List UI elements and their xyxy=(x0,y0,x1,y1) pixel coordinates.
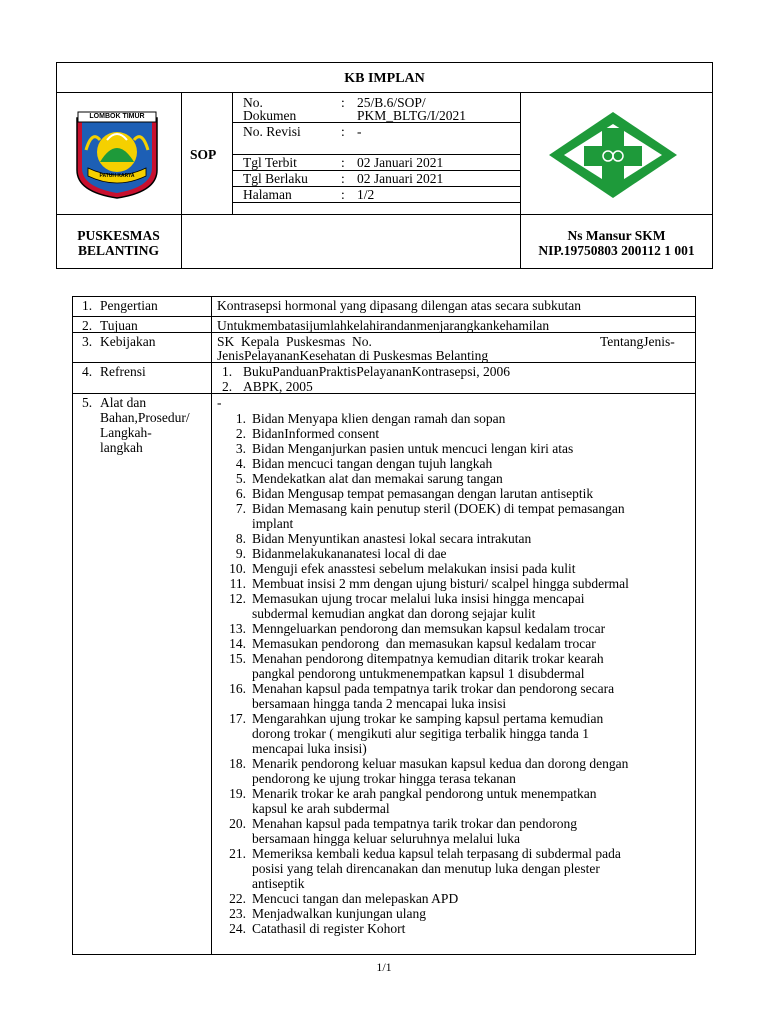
field-value-halaman: 1/2 xyxy=(357,187,375,202)
procedure-step xyxy=(212,816,712,846)
step-number: 5. xyxy=(235,471,246,486)
logo-top-text: LOMBOK TIMUR xyxy=(89,113,145,120)
procedure-step xyxy=(212,441,712,456)
signer-name: Ns Mansur SKM xyxy=(567,228,666,243)
field-value-no: 25/B.6/SOP/ xyxy=(357,95,426,110)
step-number: 2. xyxy=(235,426,246,441)
procedure-step xyxy=(212,921,712,936)
section-label-pengertian: Pengertian xyxy=(100,298,158,313)
field-label-revisi: No. Revisi xyxy=(243,124,301,139)
step-text: Mencuci tangan dan melepaskan APD xyxy=(252,891,459,906)
step-number: 13. xyxy=(229,621,246,636)
puskesmas-cross-icon xyxy=(546,110,680,200)
section-text-kebijakan-a: SK Kepala Puskesmas No. xyxy=(217,334,372,349)
step-number: 6. xyxy=(235,486,246,501)
procedure-step xyxy=(212,846,712,891)
reference-number: 1. xyxy=(222,364,233,379)
org-name-line2: BELANTING xyxy=(77,243,160,258)
step-text: pangkal pendorong untukmenempatkan kapsul 1 disubdermal xyxy=(252,666,585,681)
step-text: kapsul ke arah subdermal xyxy=(252,801,390,816)
step-number: 14. xyxy=(229,636,246,651)
step-text: Bidan mencuci tangan dengan tujuh langkah xyxy=(252,456,493,471)
reference-text: BukuPanduanPraktisPelayananKontrasepsi, 2006 xyxy=(243,364,510,379)
signer-nip: NIP.19750803 200112 1 001 xyxy=(538,243,695,258)
section-text-pengertian: Kontrasepsi hormonal yang dipasang dilengan atas secara subkutan xyxy=(217,298,582,313)
field-label-dokumen: Dokumen xyxy=(243,108,297,123)
step-number: 19. xyxy=(229,786,246,801)
procedure-step xyxy=(212,591,712,621)
field-sep: : xyxy=(341,155,345,170)
section-number: 3. xyxy=(82,334,93,349)
step-number: 18. xyxy=(229,756,246,771)
procedure-step xyxy=(212,546,712,561)
procedure-step xyxy=(212,501,712,531)
step-text: Bidan Menganjurkan pasien untuk mencuci lengan kiri atas xyxy=(252,441,574,456)
section-label-alat-2: Bahan,Prosedur/ xyxy=(100,410,190,425)
step-text: Memasukan ujung trocar melalui luka insisi hingga mencapai xyxy=(252,591,585,606)
section-label-refrensi: Refrensi xyxy=(100,364,146,379)
step-number: 4. xyxy=(235,456,246,471)
reference-number: 2. xyxy=(222,379,233,394)
step-text: implant xyxy=(252,516,294,531)
field-value-berlaku: 02 Januari 2021 xyxy=(357,171,444,186)
section-label-alat-1: Alat dan xyxy=(100,395,147,410)
field-label-halaman: Halaman xyxy=(243,187,292,202)
field-sep: : xyxy=(341,95,345,110)
step-text: Menahan kapsul pada tempatnya tarik trokar dan pendorong secara xyxy=(252,681,615,696)
step-text: Menahan pendorong ditempatnya kemudian ditarik trokar kearah xyxy=(252,651,604,666)
step-number: 3. xyxy=(235,441,246,456)
step-text: Bidanmelakukananatesi local di dae xyxy=(252,546,447,561)
step-number: 24. xyxy=(229,921,246,936)
procedure-step xyxy=(212,426,712,441)
field-sep: : xyxy=(341,171,345,186)
step-number: 20. xyxy=(229,816,246,831)
step-text: Menguji efek anasstesi sebelum melakukan insisi pada kulit xyxy=(252,561,576,576)
section-number: 2. xyxy=(82,318,93,333)
section-label-alat-3: Langkah- xyxy=(100,425,152,440)
sop-label: SOP xyxy=(190,147,217,162)
step-text: Bidan Menyapa klien dengan ramah dan sopan xyxy=(252,411,506,426)
step-number: 12. xyxy=(229,591,246,606)
step-number: 7. xyxy=(235,501,246,516)
section-dash: - xyxy=(217,395,222,410)
step-text: Mendekatkan alat dan memakai sarung tangan xyxy=(252,471,503,486)
section-number: 4. xyxy=(82,364,93,379)
procedure-step xyxy=(212,711,712,756)
reference-text: ABPK, 2005 xyxy=(243,379,313,394)
step-text: subdermal kemudian angkat dan dorong sejajar kulit xyxy=(252,606,536,621)
step-text: Membuat insisi 2 mm dengan ujung bisturi/ scalpel hingga subdermal xyxy=(252,576,629,591)
section-label-tujuan: Tujuan xyxy=(100,318,138,333)
step-text: Menjadwalkan kunjungan ulang xyxy=(252,906,426,921)
field-value-revisi: - xyxy=(357,124,362,139)
procedure-step xyxy=(212,456,712,471)
step-number: 1. xyxy=(235,411,246,426)
step-text: Memasukan pendorong dan memasukan kapsul kedalam trocar xyxy=(252,636,596,651)
step-number: 15. xyxy=(229,651,246,666)
step-text: Bidan Memasang kain penutup steril (DOEK) di tempat pemasangan xyxy=(252,501,625,516)
section-label-kebijakan: Kebijakan xyxy=(100,334,156,349)
procedure-step xyxy=(212,471,712,486)
step-number: 11. xyxy=(229,576,246,591)
step-number: 16. xyxy=(229,681,246,696)
field-label-berlaku: Tgl Berlaku xyxy=(243,171,308,186)
field-label-no: No. xyxy=(243,95,263,110)
step-number: 23. xyxy=(229,906,246,921)
step-text: dorong trokar ( mengikuti alur segitiga terbalik hingga tanda 1 xyxy=(252,726,590,741)
field-label-terbit: Tgl Terbit xyxy=(243,155,297,170)
step-number: 9. xyxy=(235,546,246,561)
step-text: Mengarahkan ujung trokar ke samping kapsul pertama kemudian xyxy=(252,711,604,726)
step-text: Menahan kapsul pada tempatnya tarik trokar dan pendorong xyxy=(252,816,578,831)
step-number: 17. xyxy=(229,711,246,726)
step-text: Bidan Menyuntikan anastesi lokal secara intrakutan xyxy=(252,531,532,546)
lombok-timur-logo xyxy=(74,110,160,200)
step-text: BidanInformed consent xyxy=(252,426,380,441)
step-text: antiseptik xyxy=(252,876,305,891)
procedure-step xyxy=(212,681,712,711)
step-text: mencapai luka insisi) xyxy=(252,741,367,756)
procedure-step xyxy=(212,531,712,546)
procedure-step xyxy=(212,621,712,636)
field-value-terbit: 02 Januari 2021 xyxy=(357,155,444,170)
procedure-step xyxy=(212,636,712,651)
logo-bottom-text: PATUH KARYA xyxy=(99,173,135,179)
page-number: 1/1 xyxy=(376,960,392,974)
org-name-line1: PUSKESMAS xyxy=(77,228,160,243)
field-sep: : xyxy=(341,124,345,139)
procedure-step xyxy=(212,906,712,921)
procedure-step xyxy=(212,576,712,591)
puskesmas-logo xyxy=(546,110,680,200)
section-text-kebijakan-c: JenisPelayananKesehatan di Puskesmas Belanting xyxy=(217,348,489,363)
step-text: pendorong ke ujung trokar hingga terasa tekanan xyxy=(252,771,516,786)
step-text: Catathasil di register Kohort xyxy=(252,921,406,936)
step-text: Menarik trokar ke arah pangkal pendorong untuk menempatkan xyxy=(252,786,597,801)
step-text: Menarik pendorong keluar masukan kapsul kedua dan dorong dengan xyxy=(252,756,629,771)
section-text-tujuan: Untukmembatasijumlahkelahirandanmenjarangkankehamilan xyxy=(217,318,550,333)
step-number: 21. xyxy=(229,846,246,861)
procedure-step xyxy=(212,651,712,681)
section-number: 1. xyxy=(82,298,93,313)
document-title: KB IMPLAN xyxy=(344,71,425,86)
step-text: posisi yang telah direncanakan dan menutup luka dengan plester xyxy=(252,861,600,876)
procedure-step xyxy=(212,411,712,426)
step-text: Bidan Mengusap tempat pemasangan dengan larutan antiseptik xyxy=(252,486,594,501)
section-text-kebijakan-b: TentangJenis- xyxy=(600,334,675,349)
section-number: 5. xyxy=(82,395,93,410)
procedure-step xyxy=(212,561,712,576)
field-value-no-2: PKM_BLTG/I/2021 xyxy=(357,108,467,123)
lombok-timur-emblem-icon xyxy=(74,110,160,200)
procedure-step xyxy=(212,786,712,816)
step-number: 10. xyxy=(229,561,246,576)
step-number: 8. xyxy=(235,531,246,546)
step-text: bersamaan hingga tanda 2 mencapai luka insisi xyxy=(252,696,507,711)
procedure-step xyxy=(212,486,712,501)
step-text: Memeriksa kembali kedua kapsul telah terpasang di subdermal pada xyxy=(252,846,621,861)
section-label-alat-4: langkah xyxy=(100,440,143,455)
step-text: Menngeluarkan pendorong dan memsukan kapsul kedalam trocar xyxy=(252,621,606,636)
step-number: 22. xyxy=(229,891,246,906)
procedure-step xyxy=(212,891,712,906)
procedure-step xyxy=(212,756,712,786)
step-text: bersamaan hingga keluar seluruhnya melalui luka xyxy=(252,831,521,846)
field-sep: : xyxy=(341,187,345,202)
